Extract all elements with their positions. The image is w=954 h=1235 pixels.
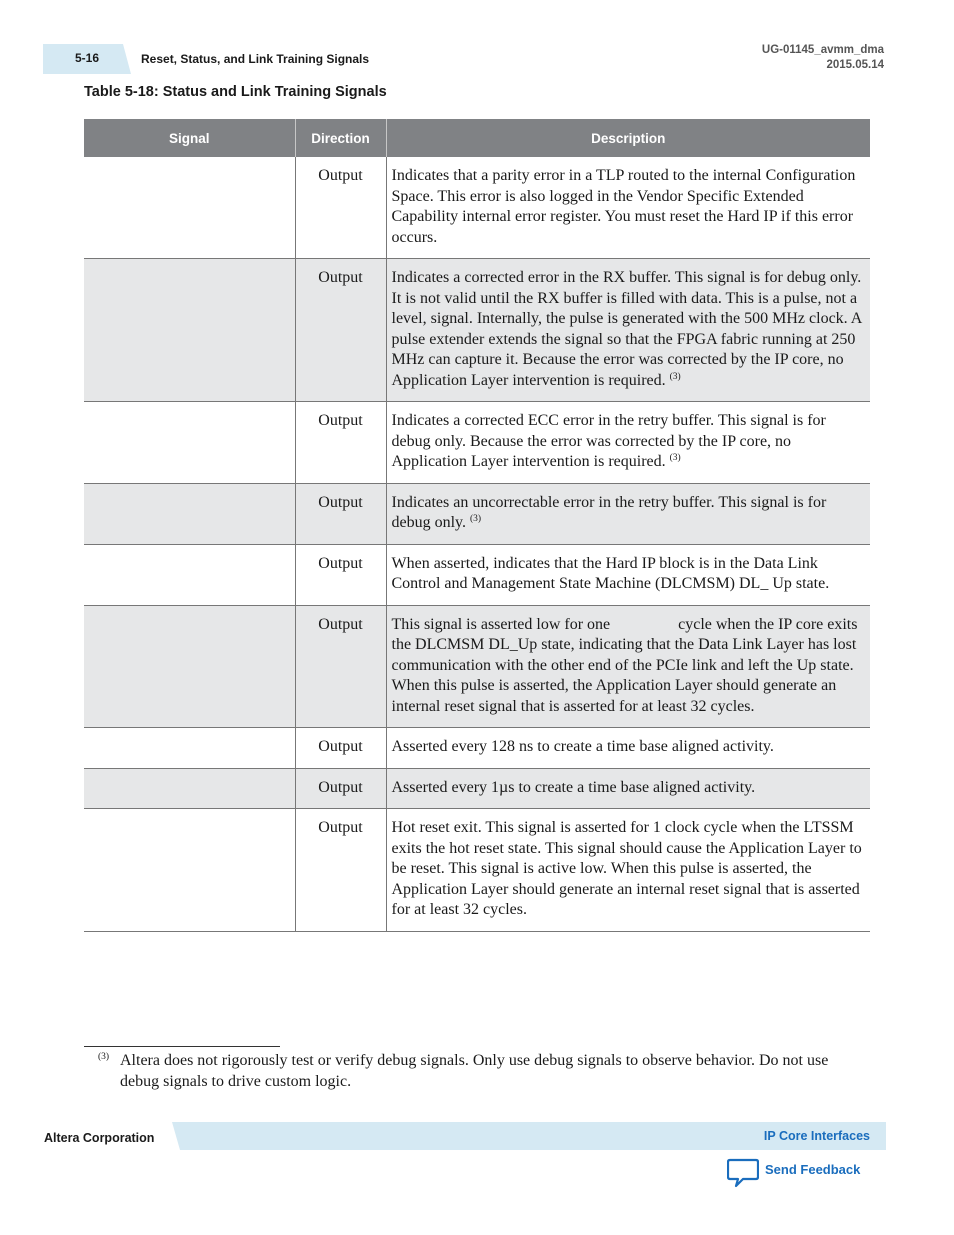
description-cell: [386, 544, 870, 605]
description-text: When asserted, indicates that the Hard IP block is in the Data Link Control and Management State Machine (DLCMSM) DL_ Up state.: [391, 554, 830, 592]
table-row: [84, 259, 870, 402]
doc-id: UG-01145_avmm_dma: [761, 44, 884, 56]
column-header-description: Description: [386, 119, 870, 157]
description-cell: [386, 157, 870, 259]
signal-cell: [84, 544, 295, 605]
table-row: [84, 605, 870, 728]
table-row: [84, 768, 870, 809]
description-cell: [386, 483, 870, 544]
signal-cell: [84, 605, 295, 728]
status-signals-table: [84, 119, 870, 932]
signal-cell: [84, 402, 295, 484]
signal-cell: [84, 728, 295, 769]
direction-cell: Output: [295, 259, 386, 402]
direction-cell: Output: [295, 768, 386, 809]
signal-cell: [84, 768, 295, 809]
direction-cell: Output: [295, 605, 386, 728]
table-row: [84, 483, 870, 544]
description-cell: [386, 728, 870, 769]
footnote-divider: [84, 1046, 280, 1047]
footnote-ref[interactable]: (3): [470, 514, 482, 524]
description-text: Asserted every 1µs to create a time base aligned activity.: [391, 778, 756, 796]
footnote-mark: (3): [98, 1052, 110, 1062]
direction-cell: Output: [295, 728, 386, 769]
column-header-direction: Direction: [295, 119, 386, 157]
description-text: Hot reset exit. This signal is asserted for 1 clock cycle when the LTSSM exits the hot reset state. This signal should cause the Application Layer to be reset. This signal is active low. When this pulse is asserted, the Application Layer should generate an internal reset signal that is asserted for at least 32 cycles.: [391, 819, 862, 918]
direction-cell: Output: [295, 483, 386, 544]
direction-cell: Output: [295, 157, 386, 259]
column-header-signal: Signal: [84, 119, 295, 157]
table-header-row: [84, 119, 870, 157]
description-text: Asserted every 128 ns to create a time base aligned activity.: [391, 738, 774, 755]
footnote-ref[interactable]: (3): [669, 371, 681, 382]
doc-date: 2015.05.14: [826, 59, 884, 71]
description-text: Indicates that a parity error in a TLP routed to the internal Configuration Space. This error is also logged in the Vendor Specific Extended Capability internal error register. You must reset the Hard IP if this error occurs.: [391, 167, 856, 246]
description-text: This signal is asserted low for one cycle when the IP core exits the DLCMSM DL_Up state, indicating that the Data Link Layer has lost communication with the other end of the PCIe link and left the Up state. When this pulse is asserted, the Application Layer should generate an internal reset signal that is asserted for at least 32 cycles.: [391, 615, 858, 715]
table-caption: Table 5-18: Status and Link Training Signals: [84, 84, 387, 100]
send-feedback-link[interactable]: Send Feedback: [765, 1162, 861, 1177]
description-text: Indicates a corrected error in the RX buffer. This signal is for debug only. It is not valid until the RX buffer is filled with data. This is a pulse, not a level, signal. Internally, the pulse is generated with the 500 MHz clock. A pulse extender extends the signal so that the FPGA fabric running at 250 MHz can capture it. Because the error was corrected by the IP core, no Application Layer intervention is required.: [391, 269, 862, 389]
direction-cell: Output: [295, 809, 386, 932]
description-cell: [386, 259, 870, 402]
footer-company: Altera Corporation: [44, 1131, 155, 1145]
footnote-ref[interactable]: (3): [669, 453, 681, 463]
description-cell: [386, 809, 870, 932]
speech-bubble-icon[interactable]: [727, 1158, 759, 1188]
table-row: [84, 402, 870, 484]
direction-cell: Output: [295, 544, 386, 605]
description-text: Indicates an uncorrectable error in the retry buffer. This signal is for debug only.: [391, 493, 827, 531]
description-cell: [386, 768, 870, 809]
description-cell: [386, 605, 870, 728]
table-row: [84, 157, 870, 259]
direction-cell: Output: [295, 402, 386, 484]
description-text: Indicates a corrected ECC error in the retry buffer. This signal is for debug only. Because the error was corrected by the IP core, no Application Layer intervention is required.: [391, 412, 826, 470]
table-row: [84, 809, 870, 932]
table-row: [84, 728, 870, 769]
page-number: 5-16: [75, 51, 100, 65]
doc-identifier: [762, 43, 884, 73]
signal-cell: [84, 809, 295, 932]
signal-cell: [84, 259, 295, 402]
footnote-text: Altera does not rigorously test or verify debug signals. Only use debug signals to observe behavior. Do not use debug signals to drive custom logic.: [120, 1052, 829, 1090]
signal-cell: [84, 157, 295, 259]
table-row: [84, 544, 870, 605]
section-title: Reset, Status, and Link Training Signals: [141, 52, 370, 66]
signal-cell: [84, 483, 295, 544]
description-cell: [386, 402, 870, 484]
ip-core-interfaces-link[interactable]: IP Core Interfaces: [763, 1129, 870, 1143]
